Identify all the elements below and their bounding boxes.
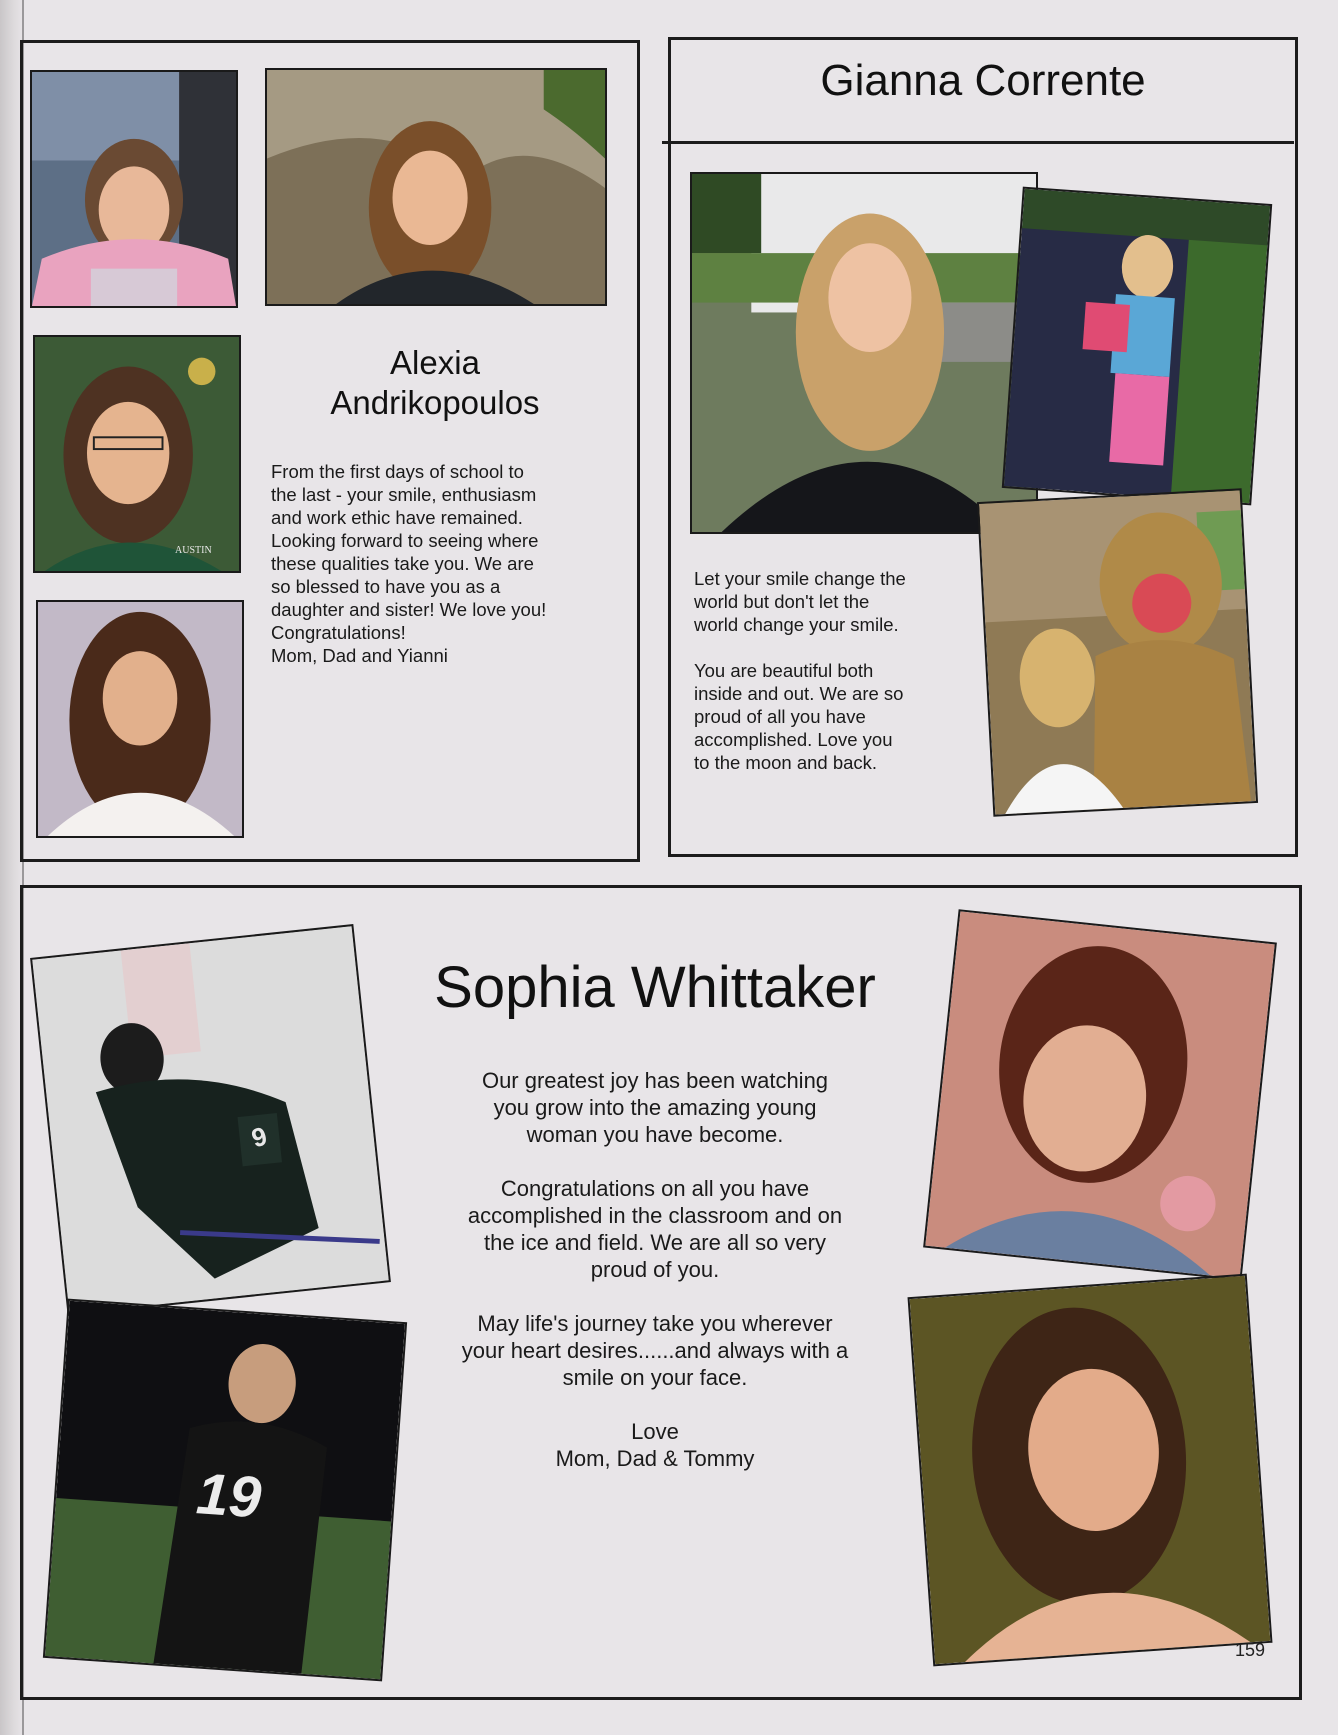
alexia-last-name: Andrikopoulos [330,384,540,421]
gianna-photo-child-lunchbox [1002,187,1272,506]
alexia-first-name: Alexia [390,344,480,381]
gianna-header-divider [662,141,1294,144]
alexia-photo-child-backpack [30,70,238,308]
sophia-photo-soccer [43,1299,407,1682]
sophia-soccer-jersey-number: 19 [194,1461,264,1531]
sophia-message: Our greatest joy has been watching you grow into the amazing young woman you have become. Congratulations on all you have accomplished in the classroom and on the ice and field. We are all so very proud of you. May life's journey take you wherever your heart desires......and always with a smile on your face. Love Mom, Dad & Tommy [461,1068,849,1471]
sophia-hockey-jersey-number: 9 [248,1120,271,1154]
alexia-crest-label: AUSTIN [175,545,212,556]
gianna-name: Gianna Corrente [820,56,1146,105]
alexia-photo-glasses [33,335,241,573]
gianna-message: Let your smile change the world but don't let the world change your smile. You are beautiful both inside and out. We are so proud of all you have accomplished. Love you to the moon and back. [694,568,906,773]
alexia-name [280,343,590,423]
sophia-photo-senior-portrait [908,1274,1273,1667]
page-number: 159 [1235,1640,1266,1660]
alexia-photo-portrait [36,600,244,838]
sophia-name: Sophia Whittaker [434,955,876,1020]
alexia-photo-rocks [265,68,607,306]
gianna-photo-house [690,172,1038,534]
sophia-photo-hockey [30,924,391,1316]
sophia-photo-toddler [923,909,1277,1281]
alexia-message: From the first days of school to the last - your smile, enthusiasm and work ethic have remained. Looking forward to seeing where these qualities take you. We are so blessed to have you as a daughter and sister! We love you! Congratulations! Mom, Dad and Yianni [271,461,547,666]
gianna-photo-mascot [977,488,1258,816]
